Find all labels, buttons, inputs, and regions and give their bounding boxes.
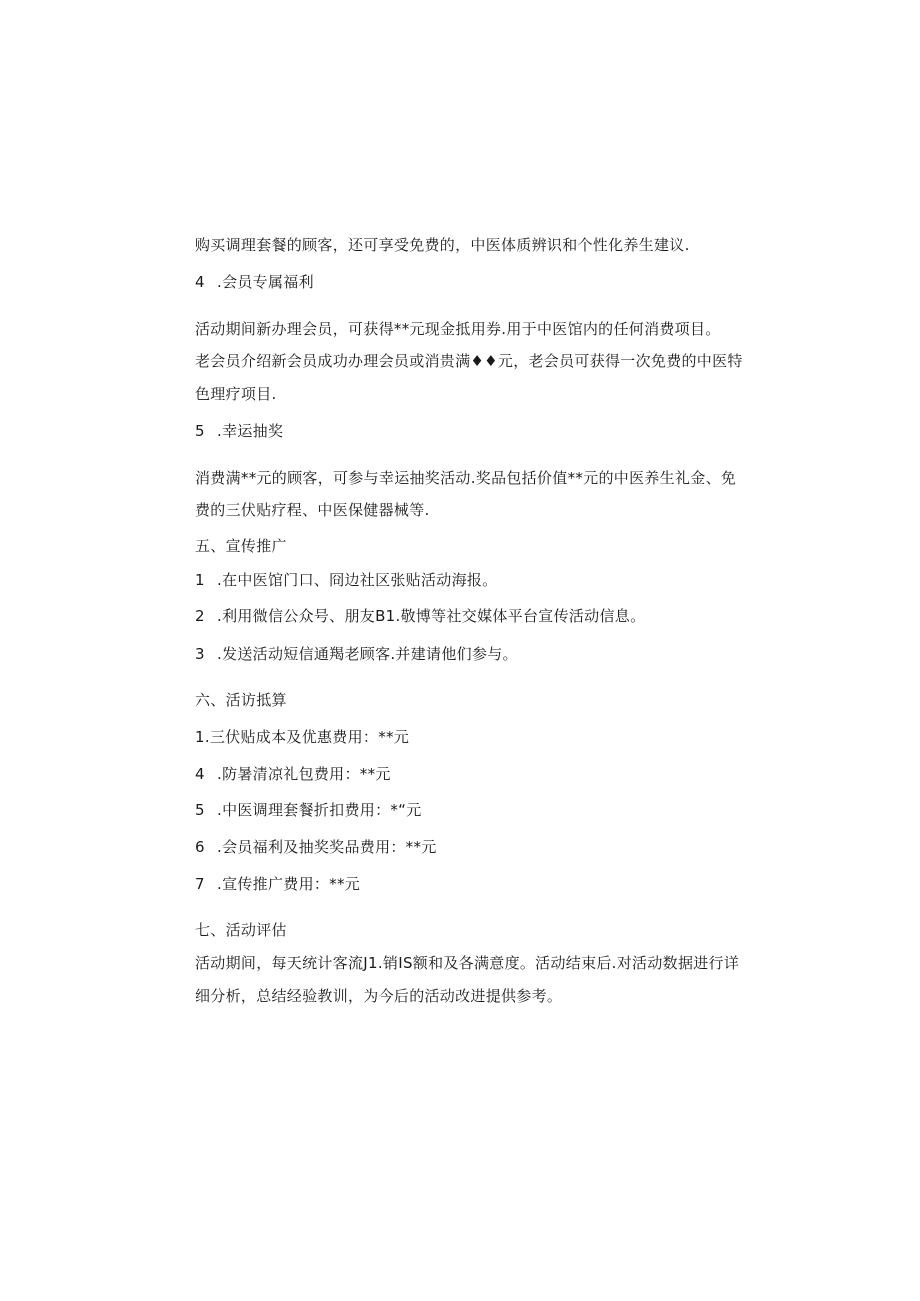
section-heading-lucky-draw [195, 421, 283, 441]
list-item [195, 874, 360, 894]
list-number: 2 [195, 607, 205, 625]
section-heading-member-benefits [195, 272, 314, 292]
list-item [195, 570, 497, 590]
list-item [195, 606, 645, 626]
list-item [195, 764, 391, 784]
heading-text: .会员专属福利 [217, 273, 314, 291]
section-title-promotion: 五、宣传推广 [195, 537, 287, 555]
paragraph-text: 活动期间，每天统计客流J1.销IS额和及各满意度。活动结束后.对活动数据进行详 [195, 954, 740, 972]
list-number: 3 [195, 645, 205, 663]
paragraph-text: 费的三伏贴疗程、中医保健器械等. [195, 501, 430, 519]
section-title-evaluation: 七、活动评估 [195, 921, 287, 939]
list-number: 4 [195, 765, 205, 783]
paragraph-text: 色理疗项目. [195, 385, 277, 403]
list-item: 1.三伏贴成本及优惠费用：**元 [195, 728, 410, 746]
heading-number: 5 [195, 422, 205, 440]
list-number: 6 [195, 838, 205, 856]
list-text: .宣传推广费用：**元 [217, 875, 361, 893]
list-number: 5 [195, 801, 205, 819]
list-item [195, 800, 422, 820]
paragraph-text: 消费满**元的顾客，可参与幸运抽奖活动.奖品包括价值**元的中医养生礼金、免 [195, 469, 737, 487]
list-number: 1 [195, 571, 205, 589]
heading-number: 4 [195, 273, 205, 291]
heading-text: .幸运抽奖 [217, 422, 284, 440]
list-text: .利用微信公众号、朋友B1.敬博等社交媒体平台宣传活动信息。 [217, 607, 646, 625]
list-text: .中医调理套餐折扣费用：*“元 [217, 801, 422, 819]
list-text: .发送活动短信通羯老顾客.并建请他们参与。 [217, 645, 518, 663]
list-text: .会员福利及抽奖奖品费用：**元 [217, 838, 437, 856]
paragraph-text: 老会员介绍新会员成功办理会员或消贵满♦♦元，老会员可获得一次免费的中医特 [195, 352, 743, 370]
list-text: .防暑清凉礼包费用：**元 [217, 765, 391, 783]
list-item [195, 837, 437, 857]
list-number: 7 [195, 875, 205, 893]
paragraph-text: 细分析，总结经验教训，为今后的活动改进提供参考。 [195, 987, 563, 1005]
list-item [195, 644, 518, 664]
list-text: .在中医馆门口、冏边社区张贴活动海报。 [217, 571, 498, 589]
section-title-budget: 六、活访抵算 [195, 691, 287, 709]
paragraph-text: 购买调理套餐的顾客，还可享受免费的，中医体质辨识和个性化养生建议. [195, 236, 690, 254]
paragraph-text: 活动期间新办理会员，可获得**元现金抵用券.用于中医馆内的任何消费项目。 [195, 320, 721, 338]
